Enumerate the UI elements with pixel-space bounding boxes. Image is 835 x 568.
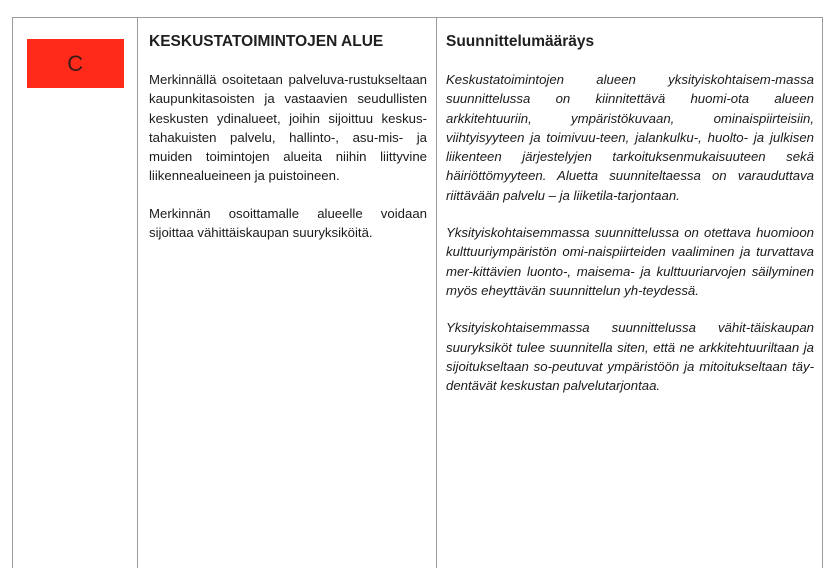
regulation-column bbox=[446, 31, 814, 395]
regulation-title: Suunnittelumääräys bbox=[446, 33, 595, 50]
table-border-right bbox=[822, 17, 823, 568]
table-border-left bbox=[12, 17, 13, 568]
regulation-paragraph: Yksityiskohtaisemmassa suunnittelussa on otettava huomioon kulttuuriympäristön omi-naispiirteiden vaaliminen ja turvattava mer-kittävien luonto-, maisema- ja kulttuuriarvojen säilyminen myös eheyttävän suunnittelun yh-teydessä. bbox=[446, 225, 814, 298]
regulation-paragraph: Keskustatoimintojen alueen yksityiskohtaisem-massa suunnittelussa on kiinnitettävä huomi-ota alueen arkkitehtuuriin, ympäristökuvaan, ominaispiirteisiin, viihtyisyyteen ja toimivuu-teen, jalankulku-, huolto- ja julkisen liikenteen järjestelyjen tarkoituksenmukaisuuteen sekä häiriöttömyyteen. Aluetta suunniteltaessa on varauduttava riittävään palvelu – ja liiketila-tarjontaan. bbox=[446, 72, 814, 203]
zone-symbol-label: C bbox=[67, 50, 84, 76]
area-title: KESKUSTATOIMINTOJEN ALUE bbox=[149, 33, 384, 50]
area-paragraph: Merkinnän osoittamalle alueelle voidaan sijoittaa vähittäiskaupan suuryksiköitä. bbox=[149, 205, 427, 241]
table-divider-1 bbox=[137, 17, 138, 568]
regulation-paragraph: Yksityiskohtaisemmassa suunnittelussa vähit-täiskaupan suuryksiköt tulee suunnitella siten, että ne arkkitehtuuriltaan ja sijoitukseltaan so-peutuvat ympäristöön ja mitoitukseltaan täy-dentävät keskustan palvelutarjontaa. bbox=[446, 320, 814, 394]
area-paragraph: Merkinnällä osoitetaan palveluva-rustukseltaan kaupunkitasoisten ja vastaavien seudullisten keskusten ydinalueet, joihin sijoittuu keskus-tahakuisten palvelu, hallinto-, asu-mis- ja muiden toimintojen alueita niihin liittyvine liikennealueineen ja puistoineen. bbox=[149, 72, 427, 184]
table-divider-2 bbox=[436, 17, 437, 568]
table-top-border bbox=[12, 17, 823, 18]
zone-symbol-badge bbox=[27, 39, 124, 88]
area-description-column bbox=[149, 31, 427, 242]
